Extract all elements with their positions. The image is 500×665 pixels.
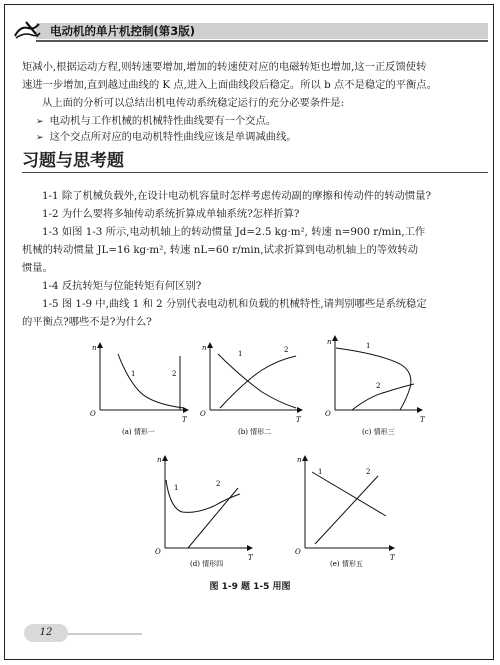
section-title: 习题与思考题 bbox=[22, 151, 124, 171]
figure-caption: 图 1-9 题 1-5 用图 bbox=[209, 582, 291, 592]
origin-label: O bbox=[200, 410, 206, 418]
panel-caption: (c) 情形三 bbox=[362, 428, 395, 436]
paragraph-line: 速进一步增加,直到越过曲线的 K 点,进入上面曲线段后稳定。所以 b 点不是稳定的平衡点。 bbox=[22, 79, 437, 91]
question-line: 1-2 为什么要将多轴传动系统折算成单轴系统?怎样折算? bbox=[42, 208, 300, 220]
origin-label: O bbox=[295, 548, 301, 556]
curve-label-2: 2 bbox=[284, 346, 289, 354]
panel-b bbox=[200, 344, 302, 436]
axis-label-T: T bbox=[390, 554, 395, 562]
panel-a bbox=[90, 344, 188, 436]
question-line: 的平衡点?哪些不是?为什么? bbox=[22, 316, 152, 328]
panel-e bbox=[295, 456, 396, 568]
axis-label-T: T bbox=[182, 416, 187, 424]
bullet-text: 这个交点所对应的电动机特性曲线应该是单调减曲线。 bbox=[49, 131, 297, 143]
running-header bbox=[10, 20, 488, 42]
panel-caption: (e) 情形五 bbox=[330, 560, 363, 568]
origin-label: O bbox=[90, 410, 96, 418]
question-line: 1-1 除了机械负载外,在设计电动机容量时怎样考虑传动副的摩擦和传动件的转动惯量? bbox=[42, 190, 432, 202]
question-line: 1-5 图 1-9 中,曲线 1 和 2 分别代表电动机和负载的机械特性,请判别哪些是系统稳定 bbox=[42, 298, 427, 310]
axis-label-n: n bbox=[202, 344, 207, 352]
axis-label-n: n bbox=[92, 344, 97, 352]
origin-label: O bbox=[325, 410, 331, 418]
arrow-bullet-icon: ➢ bbox=[36, 117, 44, 127]
question-line: 惯量。 bbox=[22, 262, 53, 274]
panel-c bbox=[325, 338, 426, 436]
curve-label-1: 1 bbox=[131, 370, 136, 378]
panel-caption: (a) 情形一 bbox=[122, 428, 155, 436]
curve-label-2: 2 bbox=[376, 382, 381, 390]
curve-label-1: 1 bbox=[318, 468, 323, 476]
axis-label-n: n bbox=[297, 456, 302, 464]
header-rule bbox=[36, 40, 488, 42]
curve-label-1: 1 bbox=[174, 484, 179, 492]
bullet-item bbox=[36, 129, 297, 146]
bullet-text: 电动机与工作机械的机械特性曲线要有一个交点。 bbox=[49, 115, 277, 127]
paragraph-line: 从上面的分析可以总结出机电传动系统稳定运行的充分必要条件是: bbox=[42, 97, 345, 109]
curve-label-2: 2 bbox=[366, 468, 371, 476]
figure-1-9 bbox=[0, 330, 500, 580]
question-line: 1-4 反抗转矩与位能转矩有何区别? bbox=[42, 280, 202, 292]
axis-label-T: T bbox=[420, 416, 425, 424]
axis-label-T: T bbox=[296, 416, 301, 424]
axis-label-T: T bbox=[248, 554, 253, 562]
origin-label: O bbox=[155, 548, 161, 556]
section-rule bbox=[22, 172, 488, 173]
page-number: 12 bbox=[24, 624, 68, 642]
bullet-item bbox=[36, 113, 276, 130]
arrow-bullet-icon: ➢ bbox=[36, 133, 44, 143]
curve-label-2: 2 bbox=[216, 480, 221, 488]
header-title: 电动机的单片机控制(第3版) bbox=[50, 24, 196, 38]
panel-d bbox=[155, 456, 254, 568]
book-pen-icon bbox=[12, 18, 42, 44]
curve-label-1: 1 bbox=[366, 342, 371, 350]
question-line: 机械的转动惯量 JL=16 kg·m², 转速 nL=60 r/min,试求折算到电动机轴上的等效转动 bbox=[22, 244, 419, 256]
panel-caption: (b) 情形二 bbox=[238, 428, 272, 436]
panel-caption: (d) 情形四 bbox=[190, 560, 224, 568]
axis-label-n: n bbox=[327, 338, 332, 346]
curve-label-1: 1 bbox=[238, 350, 243, 358]
paragraph-line: 矩减小,根据运动方程,则转速要增加,增加的转速使对应的电磁转矩也增加,这一正反馈使转 bbox=[22, 61, 427, 73]
question-line: 1-3 如图 1-3 所示,电动机轴上的转动惯量 Jd=2.5 kg·m², 转速 n=900 r/min,工作 bbox=[42, 226, 426, 238]
axis-label-n: n bbox=[157, 456, 162, 464]
footer-bar bbox=[68, 633, 142, 635]
curve-label-2: 2 bbox=[172, 370, 177, 378]
